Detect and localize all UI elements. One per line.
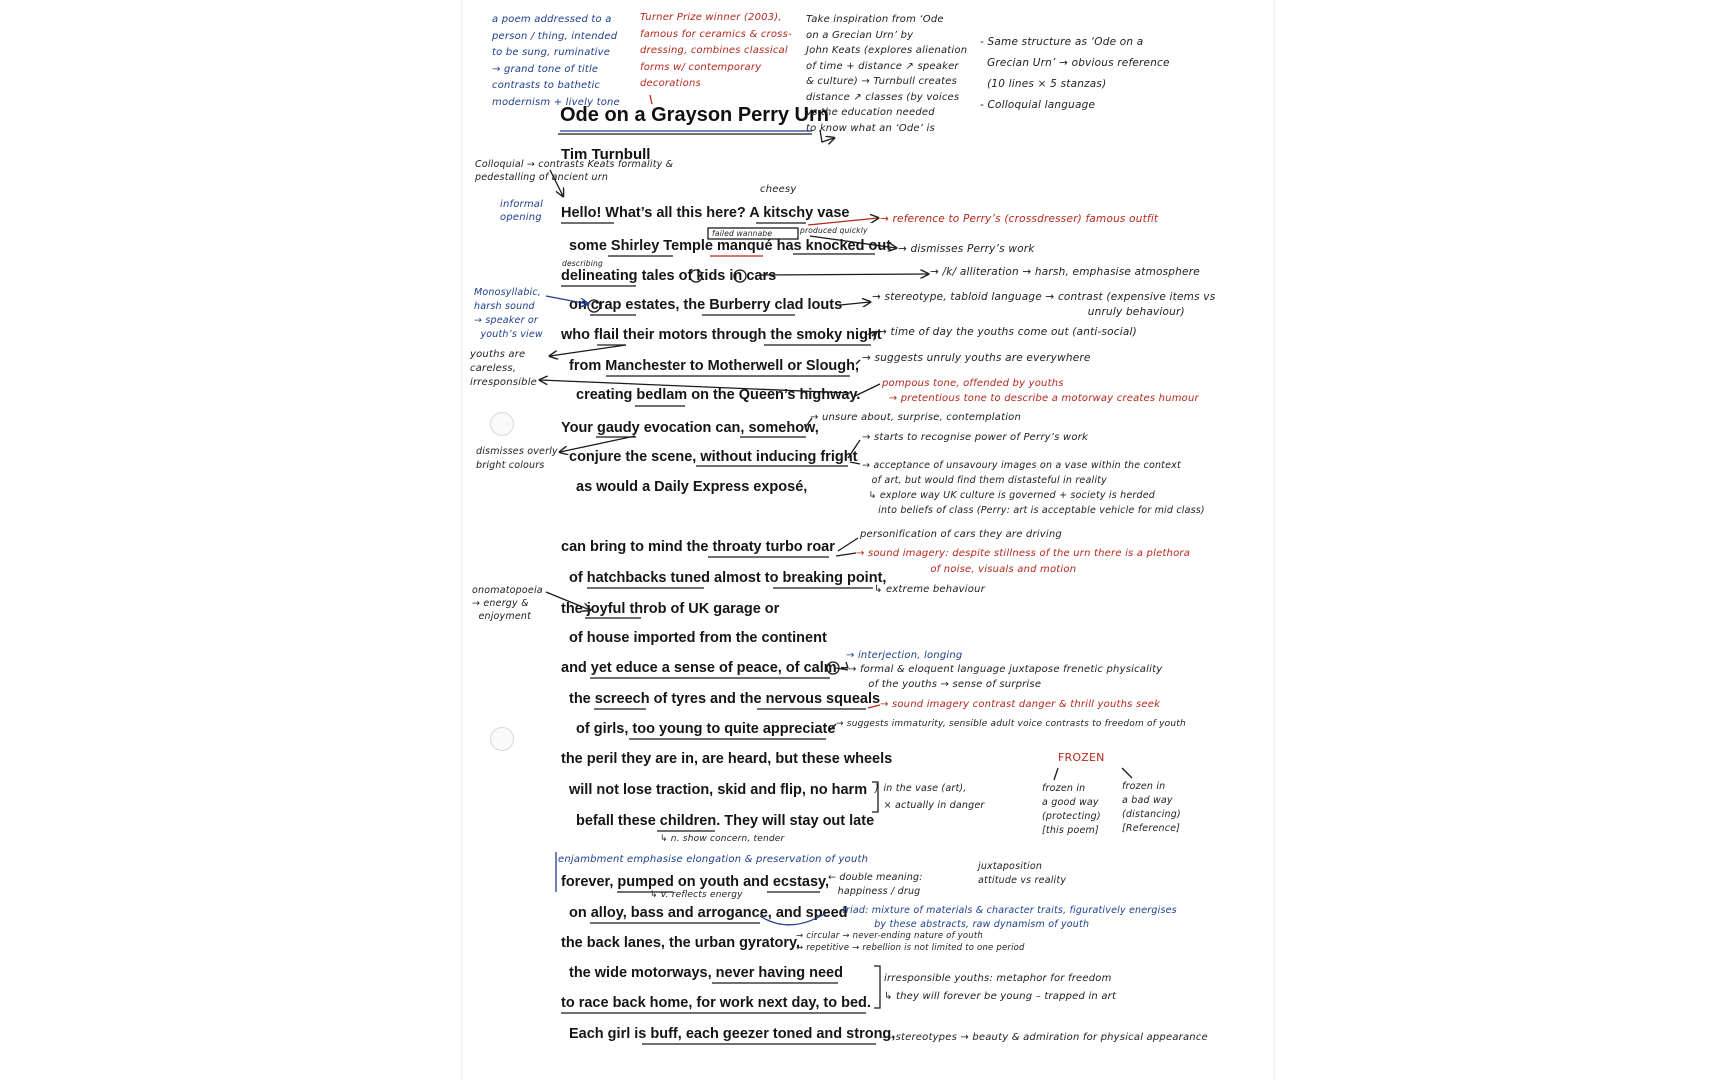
annotation-failed-wannabe: failed wannabe	[712, 229, 773, 238]
annotation-unruly-youths: → suggests unruly youths are everywhere	[862, 352, 1091, 364]
annotation-sound-imagery: → sound imagery: despite stillness of the urn there is a plethora of noise, visuals and motion	[856, 548, 1191, 575]
poem-line: of girls, too young to quite appreciate	[576, 721, 836, 737]
arrow	[760, 274, 928, 275]
annotation-concern: ↳ n. show concern, tender	[660, 834, 785, 844]
annotation-alliteration: → /k/ alliteration → harsh, emphasise atmosphere	[930, 266, 1200, 278]
annotation-circular: → circular → never-ending nature of youth → repetitive → rebellion is not limited to one period	[796, 931, 1025, 953]
note-box	[708, 228, 798, 239]
annotation-cheesy: cheesy	[760, 184, 797, 195]
circled-letter	[734, 270, 746, 282]
annotation-stereotype: → stereotype, tabloid language → contrast (expensive items vs unruly behaviour)	[872, 291, 1216, 318]
annotation-extreme-behaviour: ↳ extreme behaviour	[874, 584, 985, 595]
annotation-unsure: → unsure about, surprise, contemplation	[810, 412, 1022, 423]
annotation-freedom: irresponsible youths: metaphor for freedom ↳ they will forever be young – trapped in art	[884, 973, 1117, 1002]
annotation-pompous-tone: pompous tone, offended by youths → pretentious tone to describe a motorway creates humour	[882, 378, 1199, 404]
poem-line: on crap estates, the Burberry clad louts	[569, 297, 843, 313]
poem-line: of hatchbacks tuned almost to breaking point,	[569, 570, 887, 586]
poem-line: Each girl is buff, each geezer toned and strong,	[569, 1026, 896, 1042]
arrow	[836, 668, 848, 670]
arrow	[810, 236, 896, 248]
annotation-formal-language: → formal & eloquent language juxtapose frenetic physicality of the youths → sense of surprise	[848, 664, 1163, 690]
annotation-double-meaning: ← double meaning: happiness / drug	[828, 872, 923, 897]
arrow	[546, 296, 588, 304]
poem-line: will not lose traction, skid and flip, no harm	[569, 782, 868, 798]
annotation-informal-opening: informal opening	[500, 199, 544, 223]
poem-line: befall these children. They will stay out late	[576, 813, 875, 829]
annotation-frozen-bad: frozen in a bad way (distancing) [Reference]	[1122, 781, 1181, 834]
annotation-structure: - Same structure as ‘Ode on a Grecian Urn’ → obvious reference (10 lines × 5 stanzas) - Colloquial language	[980, 36, 1170, 111]
arrow	[808, 218, 878, 225]
poem-line: Hello! What’s all this here? A kitschy vase	[561, 205, 850, 221]
arrow	[546, 592, 590, 610]
arrow	[855, 384, 880, 396]
annotation-onomatopoeia: onomatopoeia → energy & enjoyment	[472, 585, 543, 622]
poem-line: can bring to mind the throaty turbo roar	[561, 539, 835, 555]
arrow	[830, 724, 836, 730]
poem-line: of house imported from the continent	[569, 630, 827, 646]
poem-line: delineating tales of kids in cars	[561, 268, 777, 284]
arrow	[856, 360, 860, 364]
arrow	[540, 380, 850, 393]
poem-line: the wide motorways, never having need	[569, 965, 843, 981]
arrow	[846, 662, 848, 668]
arrow	[650, 95, 652, 104]
poem-title: Ode on a Grayson Perry Urn	[560, 104, 829, 126]
annotation-colloquial: Colloquial → contrasts Keats formality & pedestalling of ancient urn	[475, 159, 674, 183]
poem-line: who flail their motors through the smoky night	[561, 327, 882, 343]
poem-author: Tim Turnbull	[561, 146, 651, 163]
annotation-reflects-energy: ↳ v. reflects energy	[650, 890, 743, 900]
arrow	[848, 440, 860, 458]
annotation-acceptance: → acceptance of unsavoury images on a vase within the context of art, but would find them distasteful in reality ↳ explore way UK culture is governed + society is herded into beliefs of class (Perry: art is acceptable vehicle for mid class)	[862, 460, 1205, 516]
annotation-perry-reference: → reference to Perry’s (crossdresser) famous outfit	[880, 213, 1159, 225]
poem-line: the screech of tyres and the nervous squeals	[569, 691, 881, 707]
poem-line: the joyful throb of UK garage or	[561, 601, 780, 617]
annotation-starts-recognise: → starts to recognise power of Perry’s work	[862, 432, 1088, 443]
annotation-describing: describing	[562, 259, 603, 268]
annotation-sound-contrast: → sound imagery contrast danger & thrill youths seek	[880, 699, 1161, 710]
annotation-personification: personification of cars they are driving	[860, 529, 1062, 540]
poem-line: conjure the scene, without inducing fright	[569, 449, 858, 465]
annotation-bright-colours: dismisses overly bright colours	[476, 446, 558, 471]
poem-line: and yet educe a sense of peace, of calm –	[561, 660, 849, 676]
arrow	[872, 332, 876, 336]
annotation-ode-definition: a poem addressed to a person / thing, intended to be sung, ruminative → grand tone of title contrasts to bathetic modernism + lively tone	[492, 14, 620, 108]
arrow	[560, 436, 635, 452]
circled-letter	[588, 300, 600, 312]
annotation-frozen: FROZEN	[1058, 751, 1105, 764]
arrow	[840, 302, 870, 305]
bracket	[872, 782, 878, 812]
annotation-frozen-good: frozen in a good way (protecting) [this poem]	[1042, 783, 1101, 836]
arrow	[820, 130, 834, 142]
poem-line: the peril they are in, are heard, but these wheels	[561, 751, 893, 767]
poem-line: to race back home, for work next day, to bed.	[561, 995, 871, 1011]
annotation-in-the-vase: } in the vase (art), × actually in danger	[874, 783, 985, 811]
poem-line: the back lanes, the urban gyratory,	[561, 935, 801, 951]
annotation-careless-youths: youths are careless, irresponsible	[470, 349, 538, 388]
annotation-monosyllabic: Monosyllabic, harsh sound → speaker or youth’s view	[474, 287, 543, 340]
annotation-triad: triad: mixture of materials & character traits, figuratively energises by these abstracts, raw dynamism of youth	[842, 905, 1177, 930]
poem-line: some Shirley Temple manqué has knocked out	[569, 238, 892, 254]
arrow	[868, 705, 880, 708]
poem-line: Your gaudy evocation can, somehow,	[561, 420, 819, 436]
arrow	[850, 462, 860, 464]
arrow	[838, 538, 858, 551]
annotation-time-of-day: → time of day the youths come out (anti-social)	[878, 326, 1137, 338]
annotation-interjection: → interjection, longing	[846, 650, 963, 661]
arrow	[760, 913, 826, 925]
arrow	[1122, 768, 1132, 778]
annotation-produced-quickly: produced quickly	[800, 226, 868, 235]
arrow	[550, 345, 626, 356]
poem-line: creating bedlam on the Queen’s highway.	[576, 387, 861, 403]
arrow	[805, 418, 812, 428]
poem-line: on alloy, bass and arrogance, and speed	[569, 905, 848, 921]
arrow	[550, 170, 563, 196]
arrow	[1054, 768, 1058, 780]
bracket	[874, 966, 880, 1008]
annotation-stereotypes: — stereotypes → beauty & admiration for physical appearance	[882, 1032, 1208, 1043]
annotation-enjambment: enjambment emphasise elongation & preservation of youth	[558, 854, 869, 865]
annotation-dismisses-work: → dismisses Perry’s work	[898, 243, 1035, 255]
annotation-immaturity: → suggests immaturity, sensible adult voice contrasts to freedom of youth	[836, 719, 1186, 729]
circled-letter	[690, 270, 702, 282]
poem-line: forever, pumped on youth and ecstasy,	[561, 874, 830, 890]
poem-line: as would a Daily Express exposé,	[576, 479, 808, 495]
poem-line: from Manchester to Motherwell or Slough,	[569, 358, 860, 374]
annotation-keats-inspiration: Take inspiration from ‘Ode on a Grecian Urn’ by John Keats (explores alienation of time + distance ↗ speaker & culture) → Turnbull creates distance ↗ classes (by voices vs the education needed to know what an ‘Ode’ is	[806, 14, 968, 134]
arrow	[836, 553, 856, 556]
annotation-juxtaposition: juxtaposition attitude vs reality	[978, 861, 1067, 886]
annotation-turner-prize: Turner Prize winner (2003), famous for ceramics & cross- dressing, combines classical forms w/ contemporary decorations	[640, 12, 792, 89]
